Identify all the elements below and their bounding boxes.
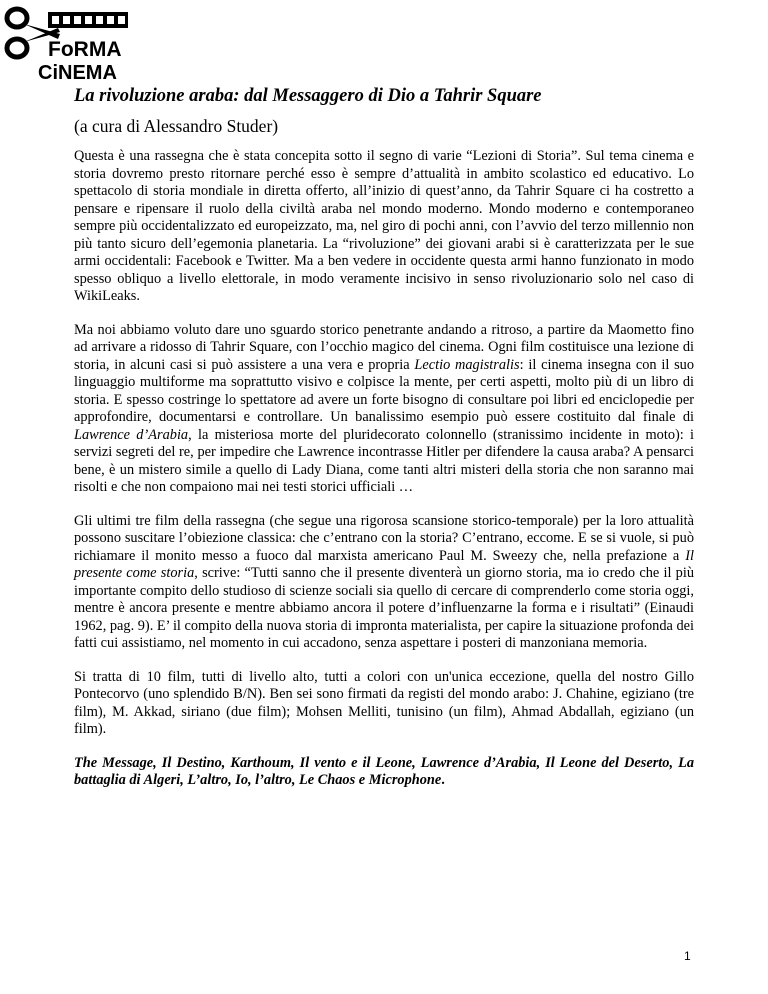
- paragraph-text: Gli ultimi tre film della rassegna (che segue una rigorosa scansione storico-temporale) per la loro attualità possono suscitare l’obiezione classica: che c’entrano con la storia? C’entrano, eccome. E se si vuole, si può richiamare il monito messo a fuoco dal marxista americano Paul M. Sweezy che, nella prefazione a: [74, 512, 694, 564]
- paragraph-present-as-history: [74, 513, 694, 653]
- paragraph-film-list-intro: Si tratta di 10 film, tutti di livello alto, tutti a colori con un'unica eccezione, quella del nostro Gillo Pontecorvo (uno splendido B/N). Ben sei sono firmati da registi del mondo arabo: J. Chahine, egiziano (tre film), M. Akkad, siriano (due film); Mohsen Melliti, tunisino (un film), Ahmad Abdallah, egiziano (un film).: [74, 668, 694, 737]
- paragraph-text: , la misteriosa morte del pluridecorato colonnello (stranissimo incidente in moto): i servizi segreti del re, per impedire che Lawrence incontrasse Hitler per difendere la causa araba? A pensarci bene, è un mistero simile a quello di Lady Diana, come tanti altri misteri della storia che non saranno mai risolti e che non compaiono mai nei testi storici ufficiali …: [74, 426, 695, 495]
- film-title-ref: Lawrence d’Arabia: [74, 426, 189, 443]
- document-author: (a cura di Alessandro Studer): [74, 116, 279, 136]
- paragraph-intro: Questa è una rassegna che è stata concepita sotto il segno di varie “Lezioni di Storia”. Sul tema cinema e storia dovremo presto ritornare perché esso è sempre d’attualità in ambito scolastico ed educativo. Lo spettacolo di storia mondiale in diretta offerto, all’inizio di quest’anno, da Tahrir Square ci ha costretto a pensare e ripensare il ruolo della civiltà araba nel mondo moderno. Mondo moderno e contemporaneo sempre più occidentalizzato ed europeizzato, ma, nel giro di pochi anni, con l’avvio del terzo millennio non più tanto sicuro dell’egemonia planetaria. La “rivoluzione” dei giovani arabi si è caratterizzata per le sue armi occidentali: Facebook e Twitter. Ma a ben vedere in occidente questa armi hanno funzionato in modo spesso obliquo a livello elettorale, in modo veramente incisivo in senso rivoluzionario solo nel caso di WikiLeaks.: [74, 148, 694, 304]
- paragraph-text: : il cinema insegna con il suo linguaggio multiforme ma soprattutto visivo e colpisce la mente, per certi aspetti, molto più di un libro di storia. E spesso costringe lo spettatore ad avere un forte bisogno di consultare poi libri ed enciclopedie per approfondire, documentarsi e controllare. Un banalissimo esempio può essere costituito dal finale di: [74, 356, 694, 425]
- document-body: [74, 148, 694, 806]
- paragraph-cinema-history: [74, 322, 694, 497]
- film-strip-icon: [48, 12, 128, 28]
- document-title: La rivoluzione araba: dal Messaggero di Dio a Tahrir Square: [74, 86, 542, 106]
- logo-text-cinema: CiNEMA: [38, 62, 117, 84]
- forma-cinema-logo: [4, 4, 130, 84]
- paragraph-text: Ma noi abbiamo voluto dare uno sguardo storico penetrante andando a ritroso, a partire da Maometto fino ad arrivare a ridosso di Tahrir Square, con l’occhio magico del cinema. Ogni film costituisce una lezione di storia, in alcuni casi si può assistere a una vera e propria: [74, 321, 694, 373]
- film-titles-end: .: [441, 772, 445, 788]
- film-titles-list: [74, 755, 694, 790]
- logo-text-forma: FoRMA: [48, 38, 122, 61]
- paragraph-text: , scrive: “Tutti sanno che il presente diventerà un giorno storia, ma io credo che il più importante compito dello studioso di scienze sociali sia quello di cercare di comprenderlo come storia oggi, mentre è ancora presente e mentre abbiamo ancora il potere d’influenzarne la forma e i risultati” (Einaudi 1962, pag. 9). E’ il compito della nuova storia di impronta materialista, per capire la situazione profonda dei fatti cui assistiamo, nel momento in cui accadono, senza aspettare i posteri di manzoniana memoria.: [74, 565, 694, 651]
- logo-graphic: [4, 4, 130, 84]
- book-title-ref: Il presente come storia: [74, 547, 694, 581]
- film-titles: The Message, Il Destino, Karthoum, Il vento e il Leone, Lawrence d’Arabia, Il Leone del Deserto, La battaglia di Algeri, L’altro, Io, l’altro, Le Chaos e Microphone: [74, 754, 694, 788]
- italic-term: Lectio magistralis: [414, 356, 520, 373]
- page-number: 1: [684, 949, 691, 963]
